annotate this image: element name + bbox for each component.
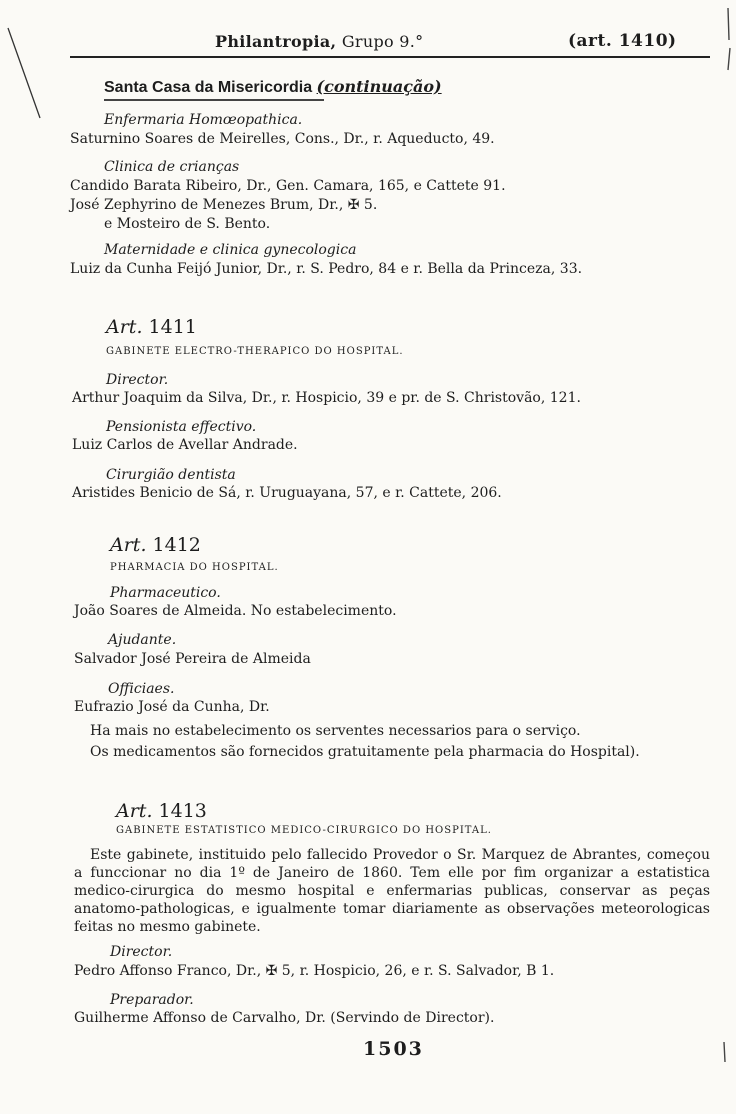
art-1412-pharma: João Soares de Almeida. No estabelecimento. — [74, 603, 397, 619]
art-1413-director: Pedro Affonso Franco, Dr., ✠ 5, r. Hospicio, 26, e r. S. Salvador, B 1. — [74, 963, 555, 979]
art-1412-note-1: Ha mais no estabelecimento os serventes necessarios para o serviço. — [90, 723, 581, 739]
art-1411-label: Art. — [106, 316, 143, 338]
art-1413-label: Art. — [116, 800, 153, 822]
entry-maternity: Luiz da Cunha Feijó Junior, Dr., r. S. Pedro, 84 e r. Bella da Princeza, 33. — [70, 261, 583, 277]
art-1412-officials: Eufrazio José da Cunha, Dr. — [74, 699, 270, 715]
entry-children-3: e Mosteiro de S. Bento. — [104, 216, 271, 232]
margin-stroke — [0, 0, 60, 140]
art-1413-preparer-role: Preparador. — [110, 992, 194, 1008]
art-1411-number: 1411 — [148, 316, 197, 338]
art-1412-assistant-role: Ajudante. — [108, 632, 177, 648]
art-1411-title: GABINETE ELECTRO-THERAPICO DO HOSPITAL. — [106, 346, 404, 357]
section-title-text: Santa Casa da Misericordia — [104, 79, 313, 96]
art-1411-director: Arthur Joaquim da Silva, Dr., r. Hospicio, 39 e pr. de S. Christovão, 121. — [72, 390, 581, 406]
art-1412-number: 1412 — [152, 534, 201, 556]
header-rule — [70, 56, 710, 58]
art-1411-dentist-role: Cirurgião dentista — [106, 467, 236, 483]
entry-children-1: Candido Barata Ribeiro, Dr., Gen. Camara, 165, e Cattete 91. — [70, 178, 506, 194]
header-article-ref: (art. 1410) — [568, 31, 677, 51]
art-1413-heading — [116, 800, 207, 822]
header-title: Philantropia, — [215, 32, 337, 51]
role-children: Clinica de crianças — [104, 159, 240, 175]
art-1412-note-2: Os medicamentos são fornecidos gratuitamente pela pharmacia do Hospital). — [90, 744, 640, 760]
art-1413-title: GABINETE ESTATISTICO MEDICO-CIRURGICO DO HOSPITAL. — [116, 825, 492, 836]
art-1412-assistant: Salvador José Pereira de Almeida — [74, 651, 311, 667]
right-edge-marks — [716, 0, 736, 1114]
art-1412-officials-role: Officiaes. — [108, 681, 175, 697]
page-number: 1503 — [363, 1038, 424, 1060]
section-continuation: (continuação) — [316, 77, 442, 96]
art-1413-paragraph-text: Este gabinete, instituido pelo fallecido Provedor o Sr. Marquez de Abrantes, começou a funccionar no dia 1º de Janeiro de 1860. Tem elle por fim organizar a estatistica medico-cirurgica do mesmo hospital e enfermarias publicas, conservar as peças anatomo-pathologicas, e igualmente tomar diariamente as observações meteorologicas feitas no mesmo gabinete. — [74, 847, 710, 935]
art-1413-paragraph — [74, 846, 710, 936]
art-1412-heading — [110, 534, 201, 556]
art-1412-title: PHARMACIA DO HOSPITAL. — [110, 562, 279, 573]
art-1412-label: Art. — [110, 534, 147, 556]
role-maternity: Maternidade e clinica gynecologica — [104, 242, 357, 258]
art-1411-dentist: Aristides Benicio de Sá, r. Uruguayana, 57, e r. Cattete, 206. — [72, 485, 502, 501]
entry-homeopathy: Saturnino Soares de Meirelles, Cons., Dr., r. Aqueducto, 49. — [70, 131, 495, 147]
role-homeopathy: Enfermaria Homœopathica. — [104, 112, 303, 128]
art-1411-heading — [106, 316, 197, 338]
section-underline — [104, 99, 324, 101]
section-title — [104, 77, 442, 97]
art-1412-pharma-role: Pharmaceutico. — [110, 585, 221, 601]
art-1411-director-role: Director. — [106, 372, 169, 388]
art-1413-director-role: Director. — [110, 944, 173, 960]
art-1411-pensionist: Luiz Carlos de Avellar Andrade. — [72, 437, 298, 453]
art-1411-pensionist-role: Pensionista effectivo. — [106, 419, 257, 435]
art-1413-number: 1413 — [158, 800, 207, 822]
running-header — [215, 32, 423, 51]
entry-children-2: José Zephyrino de Menezes Brum, Dr., ✠ 5. — [70, 197, 378, 213]
art-1413-preparer: Guilherme Affonso de Carvalho, Dr. (Servindo de Director). — [74, 1010, 495, 1026]
header-group: Grupo 9.° — [341, 32, 424, 51]
